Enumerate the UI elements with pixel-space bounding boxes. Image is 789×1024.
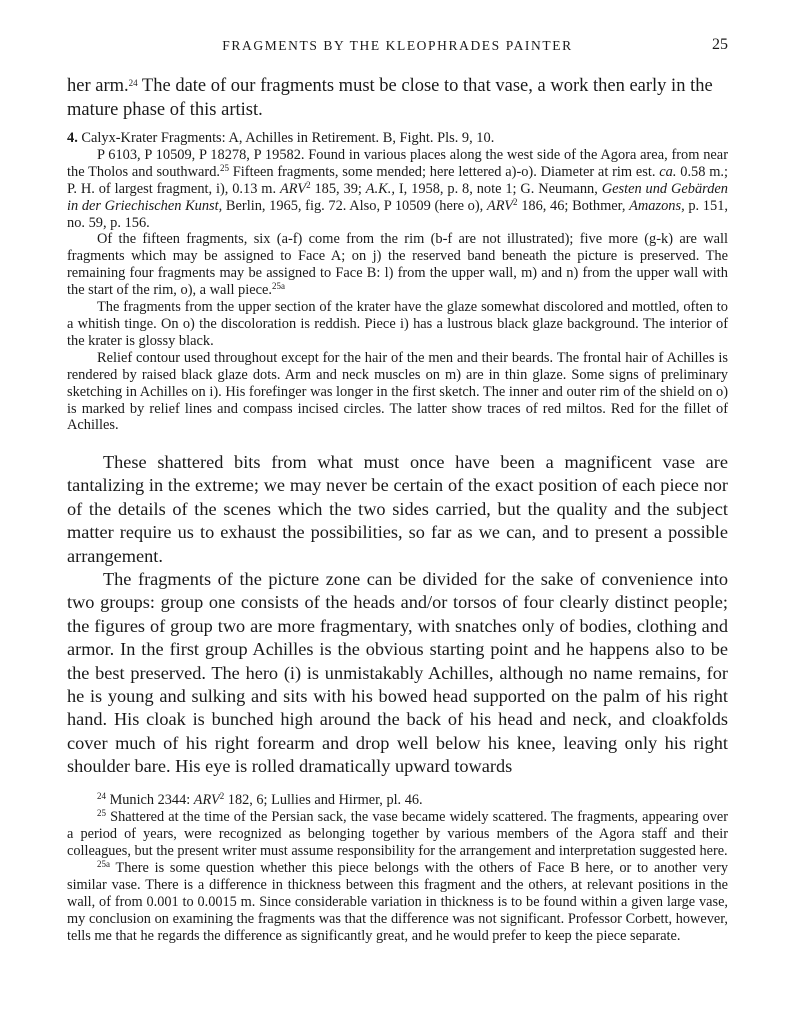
footnote-ref-25: 25 [220,162,229,173]
running-title: FRAGMENTS BY THE KLEOPHRADES PAINTER [222,38,573,53]
catalog-inventory-paragraph: P 6103, P 10509, P 18278, P 19582. Found in various places along the west side of the Agora area, from near the Tholos and southward.$^{25}$ Fifteen fragments, some mended; here lettered a)-o). Diameter at rim est. ca. 0.58 m.; P. H. of largest fragment, i), 0.13 m. ARV$^2$ 185, 39; A.K., I, 1958, p. 8, note 1; G. Neumann, Gesten und Gebärden in der Griechischen Kunst, Berlin, 1965, fig. 72. Also, P 10509 (here o), ARV$^2$ 186, 46; Bothmer, Amazons, p. 151, no. 59, p. 156. [67,146,729,231]
lead-text-end: The date of our fragments must be close to that vase, a work then early in the mature phase of this artist. [67,76,713,120]
footnote-24: $^{24}$ Munich 2344: ARV$^2$ 182, 6; Lullies and Hirmer, pl. 46. [97,791,423,808]
footnote-25: $^{25}$ Shattered at the time of the Persian sack, the vase became widely scattered. The fragments, appearing over a period of years, were recognized as belonging together by various members of the Agora staff and their colleagues, but the present writer must assume responsibility for the arrangement and interpretation suggested here. [67,808,728,859]
footnote-ref-25a: 25a [272,281,285,292]
catalog-entry [67,130,728,434]
footnotes [67,792,728,945]
lead-paragraph [67,74,728,122]
body-paragraph-1: These shattered bits from what must once have been a magnificent vase are tantalizing in the extreme; we may never be certain of the exact position of each piece nor of the details of the scenes which the two sides carried, but the quality and the subject matter require us to exhaust the possibilities, so far as we can, and to present a possible arrangement. [67,452,728,566]
body-paragraph-2: The fragments of the picture zone can be divided for the sake of convenience into two groups: group one consists of the heads and/or torsos of four clearly distinct people; the figures of group two are more fragmentary, with snatches only of bodies, clothing and armor. In the first group Achilles is the obvious starting point and he happens also to be the best preserved. The hero (i) is unmistakably Achilles, although no name remains, for he is young and sulking and sits with his bowed head supported on the palm of his right hand. His cloak is bunched high around the back of his head and neck, and cloakfolds cover much of his right forearm and drop well below his knee, leaving only his right shoulder bare. His eye is rolled dramatically upward towards [67,569,728,777]
catalog-title: Calyx-Krater Fragments: A, Achilles in Retirement. B, Fight. Pls. 9, 10. [77,130,495,146]
catalog-fragments-paragraph: Of the fifteen fragments, six (a-f) come from the rim (b-f are not illustrated); five more (g-k) are wall fragments which may be assigned to Face A; on j) the reserved band beneath the picture is preserved. The remaining four fragments may be assigned to Face B: l) from the upper wall, m) and n) from the upper wall with the start of the rim, o), a wall piece.$^{25a}$ [67,231,728,299]
catalog-heading [67,130,728,147]
footnote-ref-24: 24 [128,78,138,88]
main-text [67,451,728,779]
catalog-relief-paragraph: Relief contour used throughout except for the hair of the men and their beards. The frontal hair of Achilles is rendered by raised black glaze dots. Arm and neck muscles on m) are in thin glaze. Some signs of preliminary sketching in Achilles on i). His forefinger was longer in the first sketch. The inner and outer rim of the shield on o) is marked by relief lines and compass incised circles. The latter show traces of red miltos. Red for the fillet of Achilles. [67,349,728,434]
catalog-number: 4. [67,130,78,146]
running-head [67,38,728,58]
page-number: 25 [712,36,728,53]
lead-text-start: her arm. [67,76,129,96]
footnote-25a: $^{25a}$ There is some question whether this piece belongs with the others of Face B here, or to another very similar vase. There is a difference in thickness between this fragment and the others, at relevant positions in the wall, of from 0.001 to 0.0015 m. Since considerable variation in thickness is to be found within a given large vase, my conclusion on examining the fragments was that the difference was not significant. Professor Corbett, however, tells me that he regards the difference as significantly great, and he would prefer to keep the piece separate. [67,859,728,944]
catalog-glaze-paragraph: The fragments from the upper section of the krater have the glaze somewhat discolored and mottled, often to a whitish tinge. On o) the discoloration is reddish. Piece i) has a lustrous black glaze background. The interior of the krater is glossy black. [67,299,728,349]
